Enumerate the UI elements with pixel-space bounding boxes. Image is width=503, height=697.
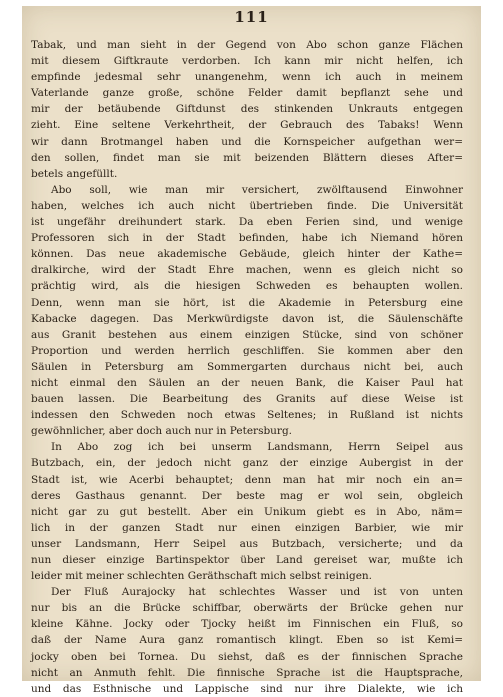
text-line: den sollen, findet man sie mit beizenden Blättern dieses After=: [31, 151, 463, 164]
paragraph-4: [31, 584, 463, 697]
text-line: zieht. Eine seltene Verkehrtheit, der Gebrauch des Tabaks! Wenn: [31, 119, 463, 132]
text-line: Kabacke dagegen. Das Merkwürdigste davon ist, die Säulenschäfte: [31, 312, 463, 325]
text-line: bauen lassen. Die Bearbeitung des Granits auf diese Weise ist: [31, 393, 463, 406]
text-line: nicht gar zu gut bestellt. Aber ein Unikum giebt es in Abo, näm=: [31, 505, 463, 518]
text-line: indessen den Schweden noch etwas Seltenes; in Rußland ist nichts: [31, 409, 463, 422]
page-body-text: [31, 37, 463, 697]
text-line: wir dann Brotmangel haben und die Kornspeicher aufgethan wer=: [31, 135, 463, 148]
text-line: Der Fluß Aurajocky hat schlechtes Wasser und ist von unten: [51, 586, 463, 599]
text-line: haben, welches ich auch nicht übertrieben finde. Die Universität: [31, 199, 463, 212]
text-line: deres Gasthaus genannt. Der beste mag er wol sein, obgleich: [31, 489, 463, 502]
text-line: lich in der ganzen Stadt nur einen einzigen Barbier, wie mir: [31, 521, 463, 534]
text-line: In Abo zog ich bei unserm Landsmann, Herrn Seipel aus: [51, 441, 463, 454]
text-line: jocky oben bei Tornea. Du siehst, daß es der finnischen Sprache: [31, 650, 463, 663]
text-line: empfinde jedesmal sehr unangenehm, wenn ich auch in meinem: [31, 71, 463, 84]
text-line: prächtig wird, als die hiesigen Schweden es behaupten wollen.: [31, 280, 463, 293]
text-line: und das Esthnische und Lappische sind nur ihre Dialekte, wie ich: [31, 682, 463, 695]
text-line: Tabak, und man sieht in der Gegend von Abo schon ganze Flächen: [31, 39, 463, 51]
text-line: Stadt ist, wie Acerbi behauptet; denn man hat mir noch ein an=: [31, 473, 463, 486]
text-line: Professoren sich in der Stadt befinden, habe ich Niemand hören: [31, 232, 463, 245]
text-line: daß der Name Aura ganz romantisch klingt. Eben so ist Kemi=: [31, 634, 463, 647]
text-line: gewöhnlicher, aber doch auch nur in Petersburg.: [31, 425, 293, 438]
paragraph-3: [31, 439, 463, 584]
text-line: nicht an Anmuth fehlt. Die finnische Sprache ist die Hauptsprache,: [31, 666, 463, 679]
text-line: aus Granit bestehen aus einem einzigen Stücke, sind von schöner: [31, 328, 463, 341]
book-page: [22, 6, 481, 695]
text-line: ist ungefähr dreihundert stark. Da eben Ferien sind, und wenige: [31, 216, 463, 229]
text-line: Vaterlande ganze große, schöne Felder damit bepflanzt sehe und: [31, 87, 463, 100]
text-line: kleine Kähne. Jocky oder Tjocky heißt im Finnischen ein Fluß, so: [31, 618, 463, 631]
text-line: Proportion und werden herrlich geschliffen. Sie kommen aber den: [31, 344, 463, 357]
text-line: unser Landsmann, Herr Seipel aus Butzbach, versicherte; und da: [31, 537, 463, 550]
text-line: dralkirche, wird der Stadt Ehre machen, wenn es gleich nicht so: [31, 264, 463, 277]
text-line: Säulen in Petersburg am Sommergarten durchaus nicht bei, auch: [31, 360, 463, 373]
text-line: mir der betäubende Giftdunst des stinkenden Unkrauts entgegen: [31, 103, 463, 116]
paragraph-1: [31, 37, 463, 182]
text-line: Butzbach, ein, der jedoch nicht ganz der einzige Aubergist in der: [31, 457, 463, 470]
page-number: 111: [234, 8, 269, 26]
text-line: nicht einmal den Säulen an der neuen Bank, die Kaiser Paul hat: [31, 376, 463, 389]
text-line: Denn, wenn man sie hört, ist die Akademie in Petersburg eine: [31, 296, 463, 309]
text-line: betels angefüllt.: [31, 167, 118, 180]
paragraph-2: [31, 182, 463, 440]
text-line: nur bis an die Brücke schiffbar, oberwärts der Brücke gehen nur: [31, 602, 463, 615]
text-line: können. Das neue akademische Gebäude, gleich hinter der Kathe=: [31, 248, 463, 261]
text-line: leider mit meiner schlechten Geräthschaft mich selbst reinigen.: [31, 570, 373, 583]
text-line: mit diesem Giftkraute verdorben. Ich kann mir nicht helfen, ich: [31, 55, 463, 68]
text-line: nun dieser einzige Bartinspektor über Land gereiset war, mußte ich: [31, 554, 463, 566]
text-line: Abo soll, wie man mir versichert, zwölftausend Einwohner: [51, 183, 463, 196]
